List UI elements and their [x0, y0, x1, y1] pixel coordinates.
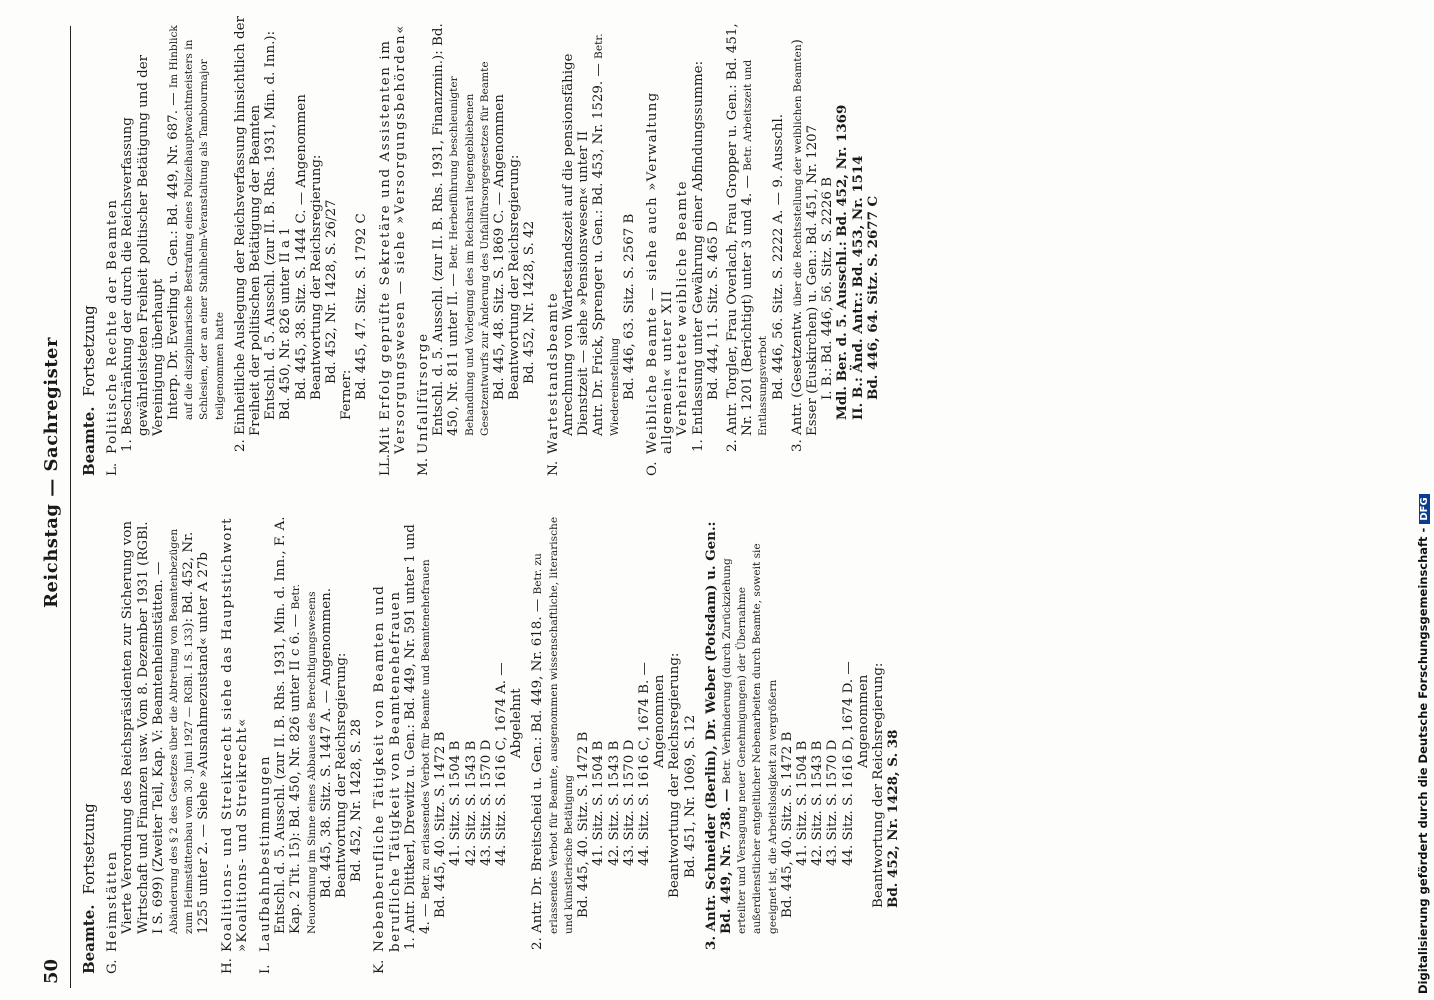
section-ll: LL.Mit Erfolg geprüfte Sekretäre und Assistenten im Versorgungswesen — siehe »Versorgungsbehörden« — [377, 23, 408, 476]
left-column — [82, 514, 901, 974]
section-o: O.Weibliche Beamte — siehe auch »Verwaltung allgemein« unter XII Verheiratete weibliche Beamte 1. Entlassung unter Gewährung einer Abfindungssumme: Bd. 444, 11. Sitz. S. 465 D 2. Antr. Torgler, Frau Overlach, Frau Gropper u. Gen.: Bd. 451, Nr. 1201 (Berichtigt) unter 3 und 4. — Betr. Arbeitszeit und Entlassungsverbot Bd. 446, 56. Sitz. S. 2222 A. — 9. Ausschl. 3. Antr. (Gesetzentw. über die Rechtsstellung der weiblichen Beamten) Esser (Euskirchen) u. Gen.: Bd. 451, Nr. 1207 I. B.: Bd. 446, 56. Sitz. S. 2226 B Mdl. Ber. d. 5. Ausschl.: Bd. 452, Nr. 1369 II. B.: Änd. Antr.: Bd. 453, Nr. 1514 Bd. 446, 64. Sitz. S. 2677 C — [645, 16, 881, 476]
list-item: 2. Einheitliche Auslegung der Reichsverfassung hinsichtlich der Freiheit der politischen Betätigung der Beamten — [232, 16, 264, 452]
header-rule — [70, 26, 71, 988]
digitization-credit: Digitalisierung gefördert durch die Deutsche Forschungsgemeinschaft -DFG — [1416, 4, 1430, 994]
list-item: 3. Antr. Schneider (Berlin), Dr. Weber (Potsdam) u. Gen.: Bd. 449, Nr. 738. — Betr. Verhinderung (durch Zurückziehung erteilter und Versagung neuer Genehmigungen) der Übernahme außerdienstlicher entgeltlicher Nebenarbeiten durch Beamte, soweit sie geeignet ist, die Arbeitslosigkeit zu vergrößern — [702, 521, 779, 950]
section-l: L.Politische Rechte der Beamten 1. Beschränkung der durch die Reichsverfassung gewährleisteten Freiheit politischer Betätigung und der Vereinigung überhaupt Interp. Dr. Everling u. Gen.: Bd. 449, Nr. 687. — Im Hinblick auf die disziplinarische Bestrafung eines Polizeihauptwachtmeisters in Schlesien, der an einer Stahlhelm-Veranstaltung als Tambourmajor teilgenommen hatte 2. Einheitliche Auslegung der Reichsverfassung hinsichtlich der Freiheit der politischen Betätigung der Beamten Entschl. d. 5. Ausschl. (zur II. B. Rhs. 1931, Min. d. Inn.): Bd. 450, Nr. 826 unter II a 1 Bd. 445, 38. Sitz. S. 1444 C. — Angenommen Beantwortung der Reichsregierung: Bd. 452, Nr. 1428, S. 26/27 Ferner: Bd. 445, 47. Sitz. S. 1792 C — [105, 16, 370, 476]
header-title: Reichstag — Sachregister — [41, 337, 62, 608]
list-item: 1. Entlassung unter Gewährung einer Abfindungssumme: — [690, 60, 706, 452]
ref-list: Bd. 445, 40. Sitz. S. 1472 B 41. Sitz. S. 1504 B 42. Sitz. S. 1543 B 43. Sitz. S. 1570 D 44. Sitz. S. 1616 C, 1674 A. — Abgelehnt — [433, 662, 525, 918]
column-heading: Beamte.Fortsetzung — [80, 305, 98, 476]
section-m: M.Unfallfürsorge Entschl. d. 5. Ausschl. (zur II. B. Rhs. 1931, Finanzmin.): Bd. 450, Nr. 811 unter II. — Betr. Herbeiführung beschleunigter Behandlung und Vorlegung des im Reichsrat liegengebliebenen Gesetzentwurfs zur Änderung des Unfallfürsorgegesetzes für Beamte Bd. 445, 48. Sitz. S. 1869 C. — Angenommen Beantwortung der Reichsregierung: Bd. 452, Nr. 1428, S. 42 — [416, 23, 538, 476]
running-head — [42, 38, 70, 988]
list-item: 2. Antr. Dr. Breitscheid u. Gen.: Bd. 449, Nr. 618. — Betr. zu erlassendes Verbot für Beamte, ausgenommen wissenschaftliche, literarische und künstlerische Betätigung — [530, 516, 575, 950]
dfg-logo: DFG — [1419, 494, 1430, 523]
section-k: K.Nebenberufliche Tätigkeit von Beamten und berufliche Tätigkeit von Beamtenehefrauen 1. Antr. Dittkerl, Drewitz u. Gen.: Bd. 449, Nr. 591 unter 1 und 4. — Betr. zu erlassendes Verbot für Beamte und Beamtenehefrauen Bd. 445, 40. Sitz. S. 1472 B 41. Sitz. S. 1504 B 42. Sitz. S. 1543 B 43. Sitz. S. 1570 D 44. Sitz. S. 1616 C, 1674 A. — Abgelehnt 2. Antr. Dr. Breitscheid u. Gen.: Bd. 449, Nr. 618. — Betr. zu erlassendes Verbot für Beamte, ausgenommen wissenschaftliche, literarische und künstlerische Betätigung Bd. 445, 40. Sitz. S. 1472 B 41. Sitz. S. 1504 B 42. Sitz. S. 1543 B 43. Sitz. S. 1570 D 44. Sitz. S. 1616 C, 1674 B. — Angenommen Beantwortung der Reichsregierung: Bd. 451, Nr. 1069, S. 12 3. Antr. Schneider (Berlin), Dr. Weber (Potsdam) u. Gen.: Bd. 449, Nr. 738. — Betr. Verhinderung (durch Zurückziehung erteilter und Versagung neuer Genehmigungen) der Übernahme außerdienstlicher entgeltlicher Nebenarbeiten durch Beamte, soweit sie geeignet ist, die Arbeitslosigkeit zu vergrößern Bd. 445, 40. Sitz. S. 1472 B 41. Sitz. S. 1504 B 42. Sitz. S. 1543 B 43. Sitz. S. 1570 D 44. Sitz. S. 1616 D, 1674 D. — Angenommen Beantwortung der Reichsregierung: Bd. 452, Nr. 1428, S. 38 — [372, 514, 901, 974]
list-item: 2. Antr. Torgler, Frau Overlach, Frau Gropper u. Gen.: Bd. 451, Nr. 1201 (Berichtigt) unter 3 und 4. — Betr. Arbeitszeit und Entlassungsverbot — [724, 23, 770, 452]
section-n: N.Wartestandsbeamte Anrechnung von Wartestandszeit auf die pensionsfähige Dienstzeit — siehe »Pensionswesen« unter II Antr. Dr. Frick, Sprenger u. Gen.: Bd. 453, Nr. 1529. — Betr. Wiedereinstellung Bd. 446, 63. Sitz. S. 2567 B — [545, 33, 637, 476]
page-number: 50 — [41, 958, 62, 984]
section-h: H.Koalitions- und Streikrecht siehe das Hauptstichwort »Koalitions- und Streikrecht« — [219, 517, 250, 974]
column-heading: Beamte.Fortsetzung — [80, 803, 98, 974]
right-column — [82, 16, 881, 476]
ref-list: Bd. 445, 40. Sitz. S. 1472 B 41. Sitz. S. 1504 B 42. Sitz. S. 1543 B 43. Sitz. S. 1570 D 44. Sitz. S. 1616 D, 1674 D. — Angenommen Beantwortung der Reichsregierung: Bd. 452, Nr. 1428, S. 38 — [779, 661, 902, 918]
list-item: 1. Antr. Dittkerl, Drewitz u. Gen.: Bd. 449, Nr. 591 unter 1 und 4. — Betr. zu erlassendes Verbot für Beamte und Beamtenehefrauen — [402, 524, 434, 950]
document-page — [34, 0, 1364, 988]
list-item: 1. Beschränkung der durch die Reichsverfassung gewährleisteten Freiheit politischer Betätigung und der Vereinigung überhaupt — [120, 54, 166, 452]
ref-list: Bd. 445, 40. Sitz. S. 1472 B 41. Sitz. S. 1504 B 42. Sitz. S. 1543 B 43. Sitz. S. 1570 D 44. Sitz. S. 1616 C, 1674 B. — Angenommen Beantwortung der Reichsregierung: Bd. 451, Nr. 1069, S. 12 — [576, 652, 698, 918]
section-g: G.Heimstätten Vierte Verordnung des Reichspräsidenten zur Sicherung von Wirtschaft und Finanzen usw. Vom 8. Dezember 1931 (RGBl. I S. 699) (Zweiter Teil, Kap. V: Beamtenheimstätten. — Abänderung des § 2 des Gesetzes über die Abtretung von Beamtenbezügen zum Heimstättenbau vom 30. Juni 1927 — RGBl. I S. 133): Bd. 452, Nr. 1255 unter 2. — Siehe »Ausnahmezustand« unter A 27b — [105, 520, 212, 974]
list-item: 3. Antr. (Gesetzentw. über die Rechtsstellung der weiblichen Beamten) Esser (Euskirchen) u. Gen.: Bd. 451, Nr. 1207 — [789, 39, 820, 452]
section-i: I.Laufbahnbestimmungen Entschl. d. 5. Ausschl. (zur II. B. Rhs. 1931, Min. d. Inn., F. A. Kap. 2 Tit. 15): Bd. 450, Nr. 826 unter II c 6. — Betr. Neuordnung im Sinne eines Abbaues des Berechtigungswesens Bd. 445, 38. Sitz. S. 1447 A. — Angenommen. Beantwortung der Reichsregierung: Bd. 452, Nr. 1428, S. 28 — [258, 516, 365, 974]
